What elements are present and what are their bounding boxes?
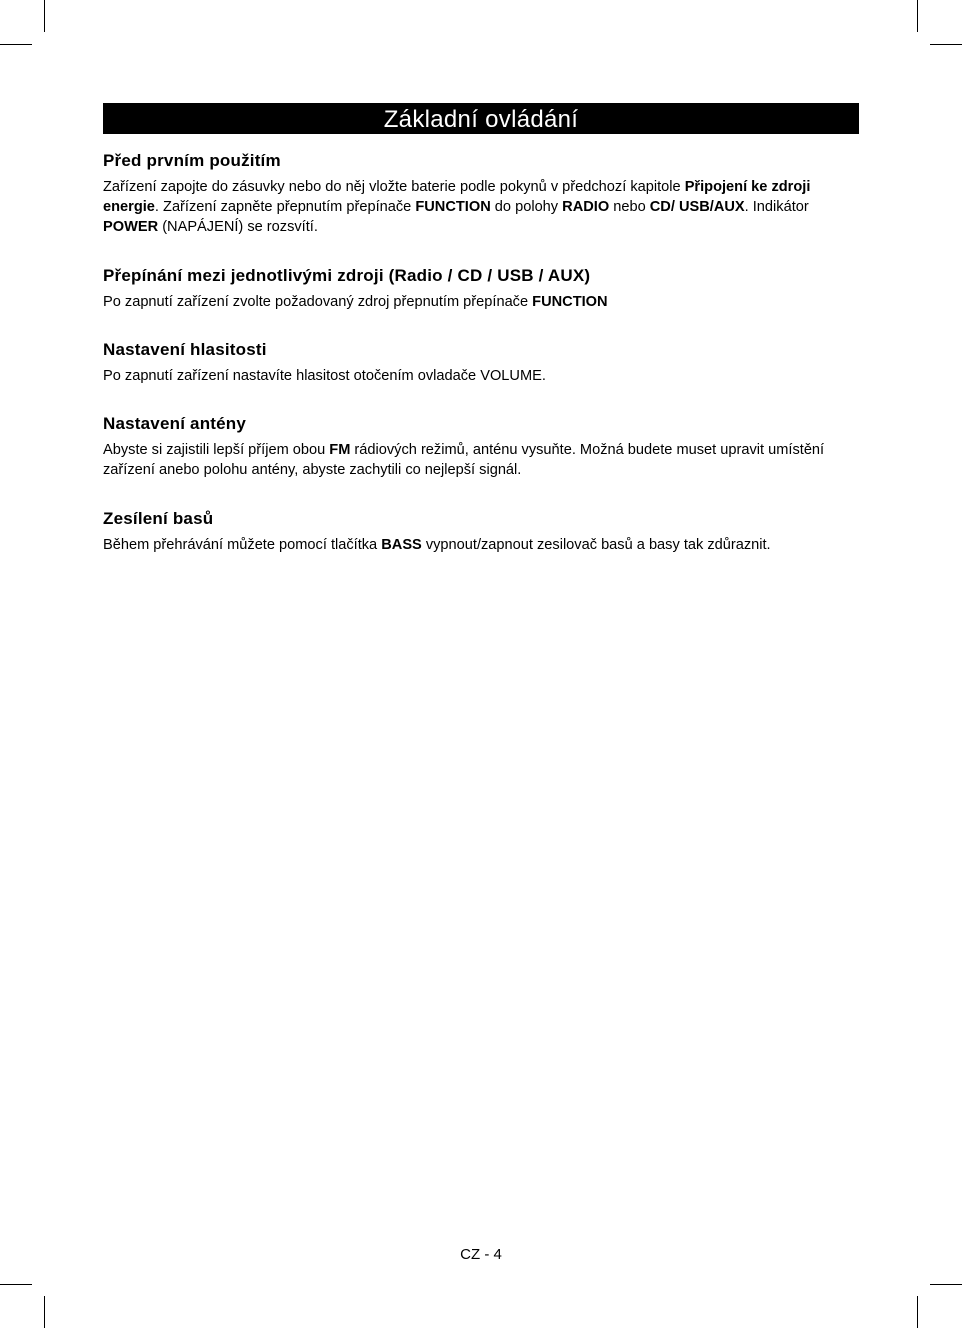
crop-mark <box>0 1284 32 1285</box>
section-heading: Nastavení antény <box>103 414 247 433</box>
crop-mark <box>930 44 962 45</box>
section-heading: Nastavení hlasitosti <box>103 340 267 359</box>
section-body: Během přehrávání můžete pomocí tlačítka BASS vypnout/zapnout zesilovač basů a basy tak zdůraznit. <box>103 537 771 553</box>
crop-mark <box>0 44 32 45</box>
page-title: Základní ovládání <box>103 103 859 134</box>
crop-mark <box>917 1296 918 1328</box>
crop-mark <box>917 0 918 32</box>
section-body: Abyste si zajistili lepší příjem obou FM rádiových režimů, anténu vysuňte. Možná budete muset upravit umístění zařízení anebo polohu antény, abyste zachytili co nejlepší signál. <box>103 442 825 478</box>
crop-mark <box>930 1284 962 1285</box>
section-heading: Zesílení basů <box>103 509 214 528</box>
crop-mark <box>44 1296 45 1328</box>
section-body: Po zapnutí zařízení zvolte požadovaný zdroj přepnutím přepínače FUNCTION <box>103 294 608 310</box>
section-heading: Před prvním použitím <box>103 151 281 170</box>
section-body: Zařízení zapojte do zásuvky nebo do něj vložte baterie podle pokynů v předchozí kapitole Připojení ke zdroji energie. Zařízení zapněte přepnutím přepínače FUNCTION do polohy RADIO nebo CD/ USB/AUX. Indikátor POWER (NAPÁJENÍ) se rozsvítí. <box>103 179 811 235</box>
page-number: CZ - 4 <box>460 1246 502 1263</box>
section-bass-boost <box>103 509 863 555</box>
crop-mark <box>44 0 45 32</box>
section-volume <box>103 340 863 386</box>
section-first-use <box>103 151 863 237</box>
section-heading: Přepínání mezi jednotlivými zdroji (Radio / CD / USB / AUX) <box>103 266 591 285</box>
section-body: Po zapnutí zařízení nastavíte hlasitost otočením ovladače VOLUME. <box>103 368 546 384</box>
section-source-switching <box>103 266 863 312</box>
section-antenna <box>103 414 863 480</box>
